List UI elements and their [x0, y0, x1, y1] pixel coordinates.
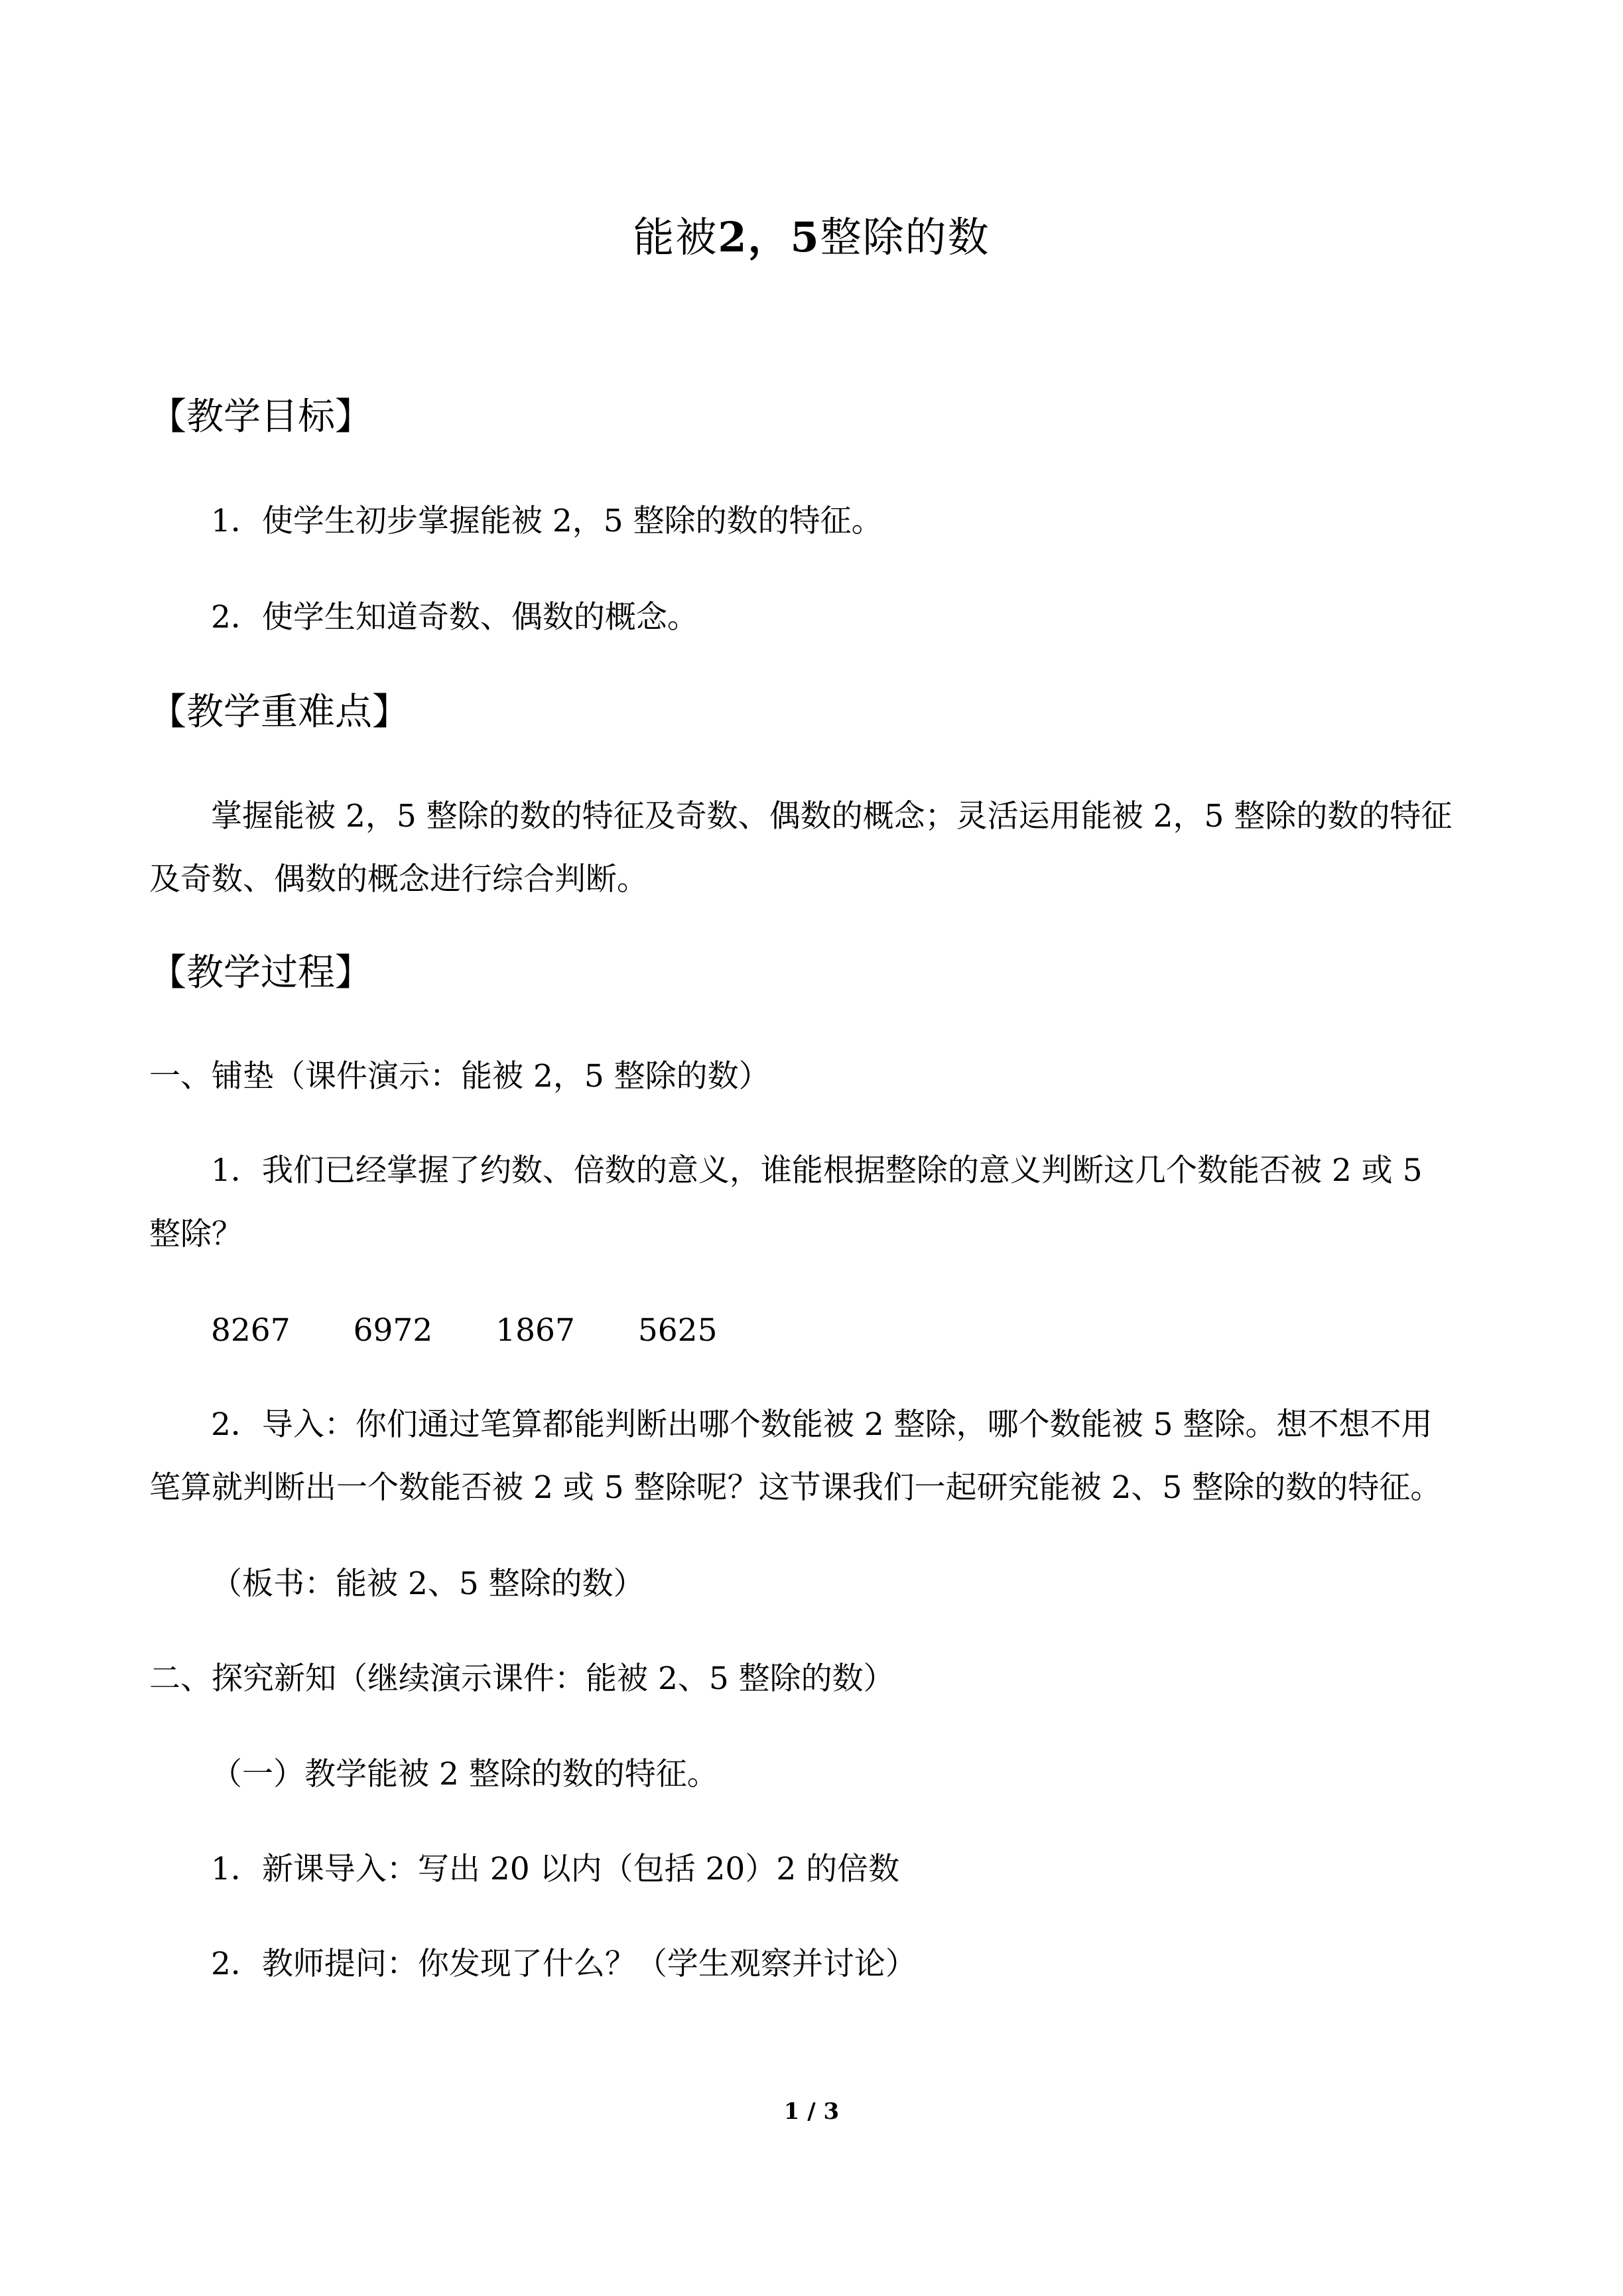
page-number: 1 / 3: [783, 2098, 840, 2125]
number-item: 1867: [495, 1312, 575, 1349]
document-title: [0, 211, 1623, 264]
difficulty-line-2: 及奇数、偶数的概念进行综合判断。: [149, 861, 648, 898]
part2-sub1: （一）教学能被 2 整除的数的特征。: [211, 1756, 718, 1792]
part2-heading: 二、探究新知（继续演示课件：能被 2、5 整除的数）: [149, 1660, 895, 1697]
difficulty-heading: 【教学重难点】: [149, 691, 409, 734]
part1-item1-line1: 1．我们已经掌握了约数、倍数的意义，谁能根据整除的意义判断这几个数能否被 2 或 5: [211, 1152, 1423, 1189]
part1-item2-line1: 2．导入：你们通过笔算都能判断出哪个数能被 2 整除，哪个数能被 5 整除。想不想不用: [211, 1406, 1433, 1443]
number-item: 5625: [637, 1312, 718, 1349]
objectives-heading: 【教学目标】: [149, 395, 372, 439]
title-numbers: 2，5: [718, 213, 820, 261]
title-prefix: 能被: [633, 213, 718, 261]
part1-heading: 一、铺垫（课件演示：能被 2，5 整除的数）: [149, 1058, 770, 1095]
difficulty-line-1: 掌握能被 2，5 整除的数的特征及奇数、偶数的概念；灵活运用能被 2，5 整除的数的特征: [211, 798, 1453, 835]
process-heading: 【教学过程】: [149, 951, 372, 994]
number-item: 8267: [211, 1312, 291, 1349]
board-note: （板书：能被 2、5 整除的数）: [211, 1566, 645, 1602]
number-item: 6972: [353, 1312, 433, 1349]
part1-item1-line2: 整除？: [149, 1216, 243, 1252]
part2-item1: 1．新课导入：写出 20 以内（包括 20）2 的倍数: [211, 1851, 900, 1887]
objective-1: 1．使学生初步掌握能被 2，5 整除的数的特征。: [211, 503, 883, 539]
part2-item2: 2．教师提问：你发现了什么？（学生观察并讨论）: [211, 1946, 917, 1982]
title-suffix: 整除的数: [820, 213, 990, 261]
objective-2: 2．使学生知道奇数、偶数的概念。: [211, 599, 698, 636]
number-list: [211, 1310, 781, 1352]
part1-item2-line2: 笔算就判断出一个数能否被 2 或 5 整除呢？这节课我们一起研究能被 2、5 整除的数的特征。: [149, 1469, 1442, 1506]
